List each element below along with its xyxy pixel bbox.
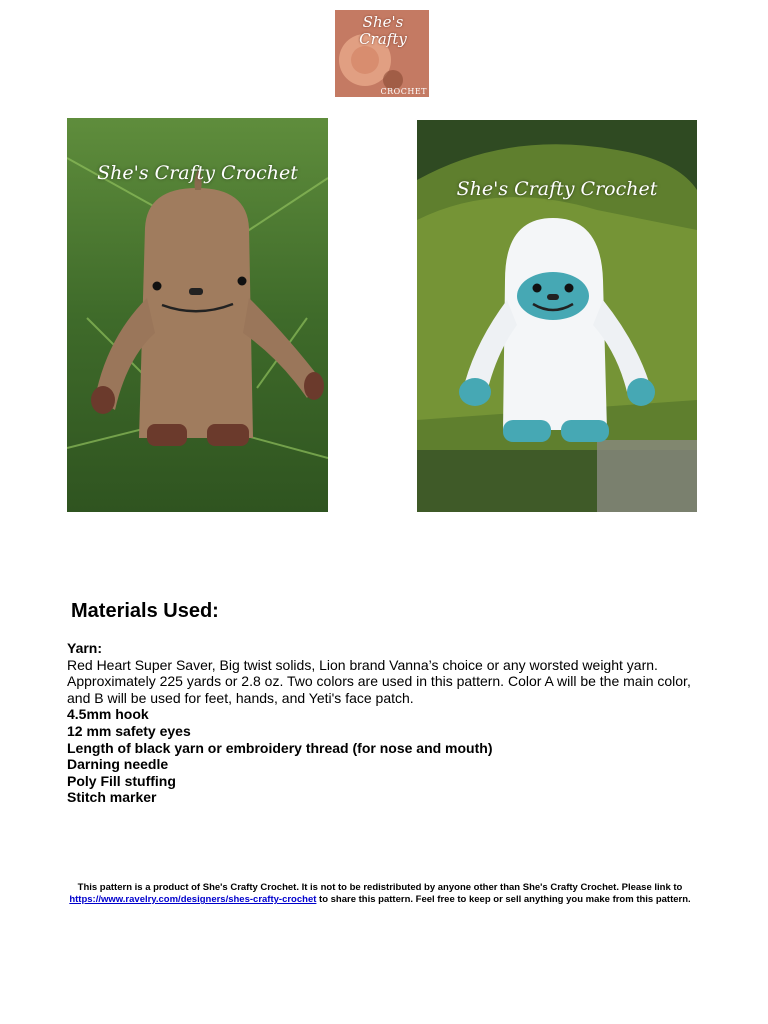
materials-item: Length of black yarn or embroidery thread (for nose and mouth) — [67, 739, 493, 756]
photo-watermark: She's Crafty Crochet — [456, 178, 658, 200]
yarn-description-line: Red Heart Super Saver, Big twist solids, Lion brand Vanna’s choice or any worsted weight yarn. — [67, 656, 658, 673]
yeti-photo — [417, 120, 697, 512]
photo-watermark: She's Crafty Crochet — [97, 162, 298, 184]
footer-line-2 — [60, 894, 700, 906]
section-title: Materials Used: — [71, 600, 219, 622]
footer-line: This pattern is a product of She's Crafty Crochet. It is not to be redistributed by anyone other than She's Crafty Crochet. Please link to — [77, 882, 683, 893]
brand-logo — [335, 10, 429, 97]
ravelry-link[interactable]: https://www.ravelry.com/designers/shes-crafty-crochet — [69, 894, 317, 905]
yarn-description-line: and B will be used for feet, hands, and Yeti's face patch. — [67, 689, 414, 706]
materials-list — [67, 640, 707, 806]
materials-item: Poly Fill stuffing — [67, 772, 176, 789]
materials-item: Stitch marker — [67, 789, 157, 806]
bigfoot-photo — [67, 118, 328, 512]
yarn-description-line: Approximately 225 yards or 2.8 oz. Two colors are used in this pattern. Color A will be the main color, — [67, 673, 691, 690]
logo-title: She's Crafty — [359, 13, 407, 48]
logo-subtitle: CROCHET — [380, 87, 427, 96]
materials-item: 4.5mm hook — [67, 706, 149, 723]
materials-item: 12 mm safety eyes — [67, 722, 191, 739]
materials-item: Darning needle — [67, 756, 169, 773]
footer-line-tail: to share this pattern. Feel free to keep or sell anything you make from this pattern. — [316, 894, 691, 905]
copyright-notice — [60, 882, 700, 906]
yarn-label: Yarn: — [67, 640, 103, 656]
